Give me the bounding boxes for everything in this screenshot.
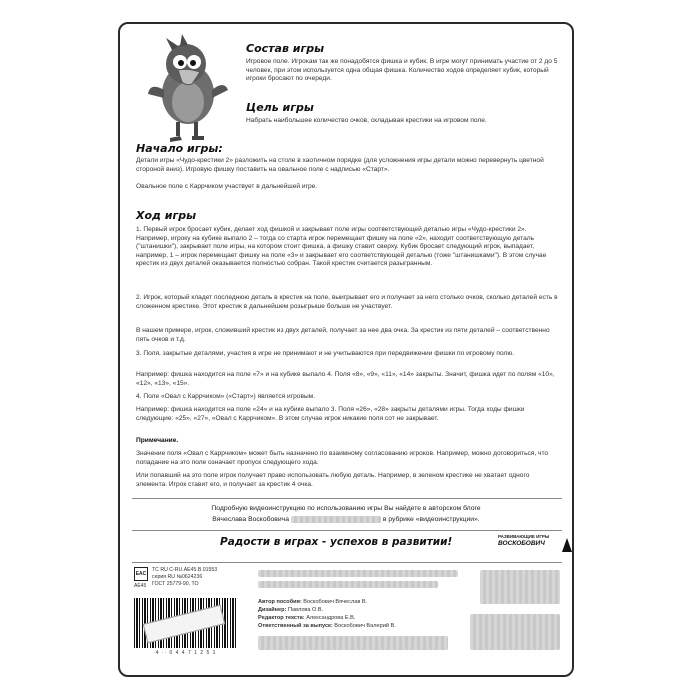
note-text-1: Значение поля «Овал с Каррчиком» может быть назначено по взаимному согласованию игроков. Например, можно договориться, что попадание на это поле означает пропуск следующего хода.	[136, 450, 549, 466]
note-title: Примечание.	[136, 437, 179, 444]
moves-rule-1: 1. Первый игрок бросает кубик, делает ход фишкой и закрывает поле игры соответствующей деталью игры «Чудо-крестики 2». Например, игроку на кубике выпало 2 – тогда со старта игрок перемещает фишку на поле «2», находит соответствующую деталь ("штанишки"), закрывает поле игры, на котором стоит фишка, а фишку ставит сверху. Кубик бросает следующий игрок, выпадает, например, 1 – игрок перемещает фишку на поле «3» и закрывает его соответствующей деталью (тоже "штанишками"). В этом случае крестик из двух деталей оказывается полностью собран. Такой крестик считается разыгранным.	[136, 226, 547, 267]
cert-code: AE45	[134, 583, 147, 589]
barcode-digits: 4 ·· 0 4 4 7 1 2 5 1	[155, 650, 217, 656]
moves-rule-2: 2. Игрок, который кладет последнюю деталь в крестик на поле, выигрывает его и получает за него столько очков, сколько деталей есть в сложенном крестике. Этот крестик в дальнейшем розыгрыше больше не участвует.	[136, 294, 558, 310]
eac-mark: EAC	[134, 567, 148, 581]
blurred-link	[291, 516, 381, 523]
credit-editor: Редактор текста: Александрова Е.В.	[258, 615, 356, 621]
logo-bottom: ВОСКОБОВИЧ	[498, 540, 545, 547]
divider	[132, 498, 562, 499]
blurred-contact-line	[258, 636, 448, 650]
blurred-publisher-line-1	[258, 570, 458, 577]
blog-author: Вячеслава Воскобовича	[212, 516, 290, 523]
note-text-2: Или попавший на это поле игрок получает право использовать любую деталь. Например, в зеленом крестике не хватает одного элемента. Игрок ставит его, и получает за крестик 4 очка.	[136, 472, 530, 488]
credit-responsible: Ответственный за выпуск: Воскобович Валерий В.	[258, 623, 396, 629]
goal-title: Цель игры	[246, 101, 314, 114]
goal-text: Набрать наибольшее количество очков, складывая крестики на игровом поле.	[246, 117, 487, 124]
blurred-logo-area	[480, 570, 560, 604]
moves-rule-4: 4. Поле «Овал с Каррчиком» («Старт») является игровым.	[136, 393, 316, 400]
cert-line-1: ТС RU C-RU.AE45.B.01553	[152, 567, 218, 573]
cert-info	[152, 567, 217, 588]
moves-title: Ход игры	[136, 209, 197, 222]
cert-line-3: ГОСТ 25779-90, ТО	[152, 581, 199, 587]
blurred-publisher-line-2	[258, 581, 438, 588]
logo-bird-icon	[561, 536, 573, 554]
voskobovich-logo	[498, 534, 560, 558]
start-rules: Детали игры «Чудо-крестики 2» разложить на столе в хаотичном порядке (для усложнения игры детали можно перевернуть цветной стороной вниз). Игровую фишку поставить на овальное поле с надписью «Старт».	[136, 157, 544, 173]
moves-example-1: В нашем примере, игрок, сложивший крестик из двух деталей, получает за нее два очка. За крестик из пяти деталей – соответственно пять очков и т.д.	[136, 327, 550, 343]
moves-rule-3: 3. Поля, закрытые деталями, участия в игре не принимают и не учитываются при передвижении фишки по игровому полю.	[136, 350, 515, 357]
credit-designer: Дизайнер: Павлова О.В.	[258, 607, 324, 613]
instruction-sheet	[118, 22, 574, 677]
video-instruction-line-2	[120, 515, 572, 524]
start-note: Овальное поле с Каррчиком участвует в дальнейшей игре.	[136, 183, 318, 190]
moves-example-2: Например: фишка находится на поле «7» и на кубике выпало 4. Поля «8», «9», «11», «14» закрыты. Значит, фишка идет по полям «10», «12», «13», «15».	[136, 371, 555, 387]
blurred-address-block	[470, 614, 560, 650]
cert-line-2: серия RU №0624236	[152, 574, 203, 580]
start-title: Начало игры:	[136, 142, 223, 155]
moves-example-3: Например: фишка находится на поле «24» и на кубике выпало 3. Поля «26», «28» закрыты деталями игры. Тогда ходы фишки следующие: «25», «27», «Овал с Каррчиком». В этом случае игрок никакие поля сот не закрывает.	[136, 406, 525, 422]
composition-text: Игровое поле. Игрокам так же понадобятся фишка и кубик. В игре могут принимать участие от 2 до 5 человек, при этом используется одна общая фишка. Количество ходов определяет кубик, который игроки бросают по очереди.	[246, 58, 558, 82]
logo-top: РАЗВИВАЮЩИЕ ИГРЫ	[498, 534, 550, 539]
credit-author: Автор пособия: Воскобович Вячеслав В.	[258, 599, 368, 605]
video-rubric: в рубрике «видеоинструкции».	[382, 516, 480, 523]
slogan: Радости в играх - успехов в развитии!	[220, 536, 453, 548]
video-instruction-line-1: Подробную видеоинструкцию по использованию игры Вы найдете в авторском блоге	[211, 505, 481, 512]
divider-2	[132, 530, 562, 531]
crow-mascot-image	[136, 32, 236, 147]
divider-3	[132, 562, 562, 563]
credits	[258, 598, 468, 630]
composition-title: Состав игры	[246, 42, 325, 55]
